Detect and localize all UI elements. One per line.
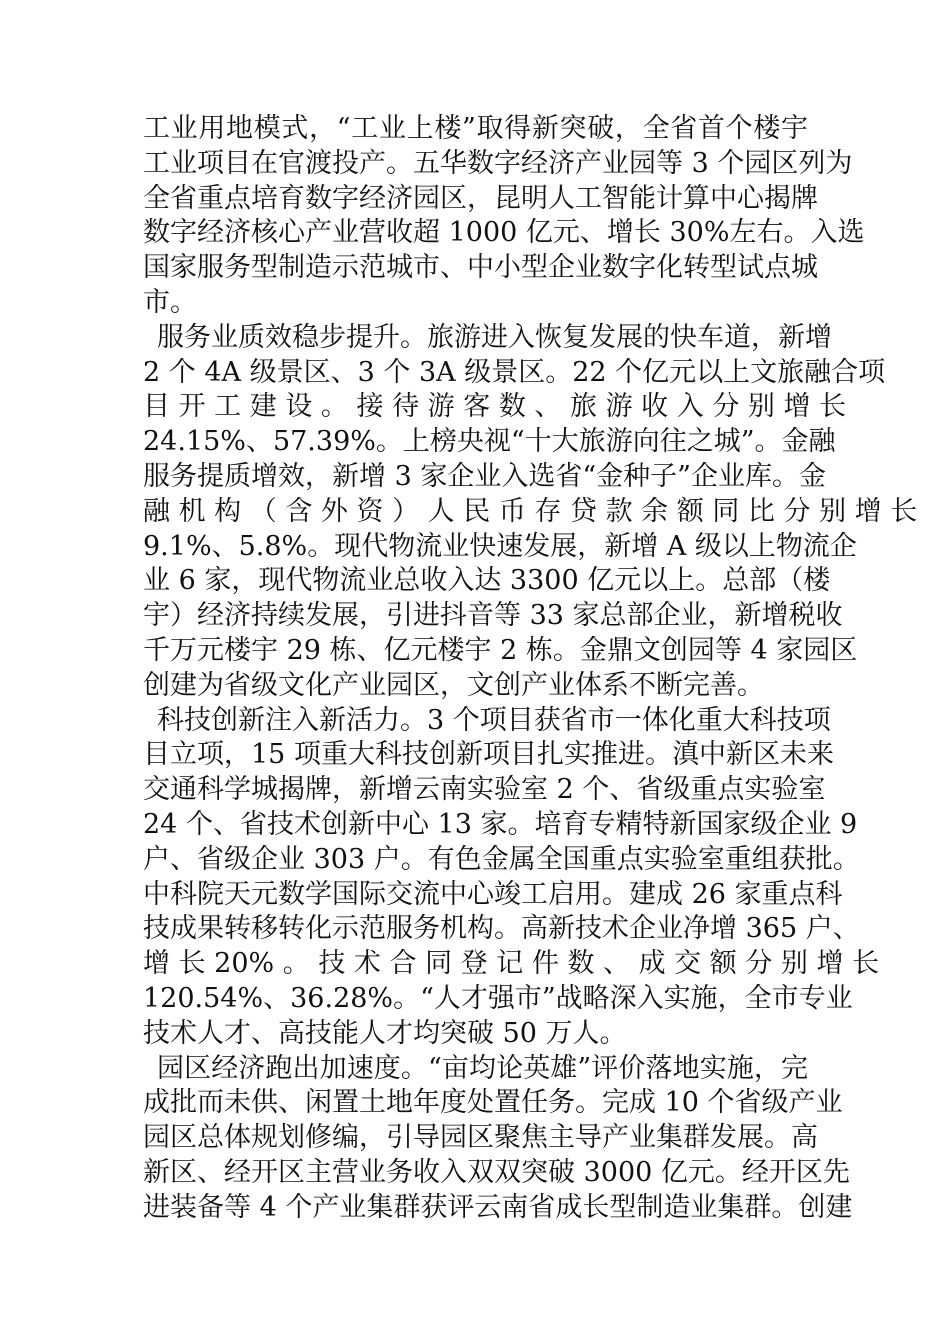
text-line: 9.1%、5.8%。现代物流业快速发展，新增 A 级以上物流企: [143, 530, 857, 562]
text-line: 技术人才、高技能人才均突破 50 万人。: [143, 1017, 627, 1049]
text-line: 进装备等 4 个产业集群获评云南省成长型制造业集群。创建: [143, 1191, 853, 1223]
text-line: 园区总体规划修编，引导园区聚焦主导产业集群发展。高: [143, 1122, 818, 1154]
text-line: 融 机 构 （ 含 外 资 ） 人 民 币 存 贷 款 余 额 同 比 分 别 增 长: [143, 495, 918, 527]
text-line: 全省重点培育数字经济园区，昆明人工智能计算中心揭牌: [143, 182, 818, 214]
text-line: 交通科学城揭牌，新增云南实验室 2 个、省级重点实验室: [143, 774, 826, 806]
text-line: 数字经济核心产业营收超 1000 亿元、增长 30%左右。入选: [143, 217, 865, 249]
text-line: 中科院天元数学国际交流中心竣工启用。建成 26 家重点科: [143, 878, 843, 910]
text-line: 园区经济跑出加速度。“亩均论英雄”评价落地实施，完: [157, 1052, 808, 1084]
text-line: 目立项，15 项重大科技创新项目扎实推进。滇中新区未来: [143, 739, 834, 771]
text-line: 工业用地模式，“工业上楼”取得新突破，全省首个楼宇: [143, 113, 808, 144]
text-line: 宇）经济持续发展，引进抖音等 33 家总部企业，新增税收: [143, 600, 843, 632]
text-line: 24.15%、57.39%。上榜央视“十大旅游向往之城”。金融: [143, 426, 836, 458]
text-line: 24 个、省技术创新中心 13 家。培育专精特新国家级企业 9: [143, 808, 858, 840]
text-line: 增 长 20% 。 技 术 合 同 登 记 件 数 、 成 交 额 分 别 增 长: [143, 948, 880, 980]
text-line: 科技创新注入新活力。3 个项目获省市一体化重大科技项: [157, 704, 831, 736]
text-line: 成批而未供、闲置土地年度处置任务。完成 10 个省级产业: [143, 1087, 843, 1119]
text-line: 市。: [143, 286, 197, 318]
text-line: 业 6 家，现代物流业总收入达 3300 亿元以上。总部（楼: [143, 565, 831, 597]
text-line: 目 开 工 建 设 。 接 待 游 客 数 、 旅 游 收 入 分 别 增 长: [143, 391, 847, 423]
text-line: 技成果转移转化示范服务机构。高新技术企业净增 365 户、: [143, 913, 860, 945]
text-line: 创建为省级文化产业园区，文创产业体系不断完善。: [143, 669, 764, 701]
text-line: 国家服务型制造示范城市、中小型企业数字化转型试点城: [143, 252, 818, 284]
text-line: 工业项目在官渡投产。五华数字经济产业园等 3 个园区列为: [143, 147, 853, 179]
text-line: 120.54%、36.28%。“人才强市”战略深入实施，全市专业: [143, 982, 853, 1014]
text-line: 千万元楼宇 29 栋、亿元楼宇 2 栋。金鼎文创园等 4 家园区: [143, 634, 858, 666]
text-line: 服务提质增效，新增 3 家企业入选省“金种子”企业库。金: [143, 460, 826, 492]
text-line: 2 个 4A 级景区、3 个 3A 级景区。22 个亿元以上文旅融合项: [143, 356, 886, 388]
body-text: [143, 112, 918, 1226]
text-line: 新区、经开区主营业务收入双双突破 3000 亿元。经开区先: [143, 1156, 850, 1188]
text-line: 户、省级企业 303 户。有色金属全国重点实验室重组获批。: [143, 843, 860, 875]
text-line: 服务业质效稳步提升。旅游进入恢复发展的快车道，新增: [157, 321, 832, 353]
